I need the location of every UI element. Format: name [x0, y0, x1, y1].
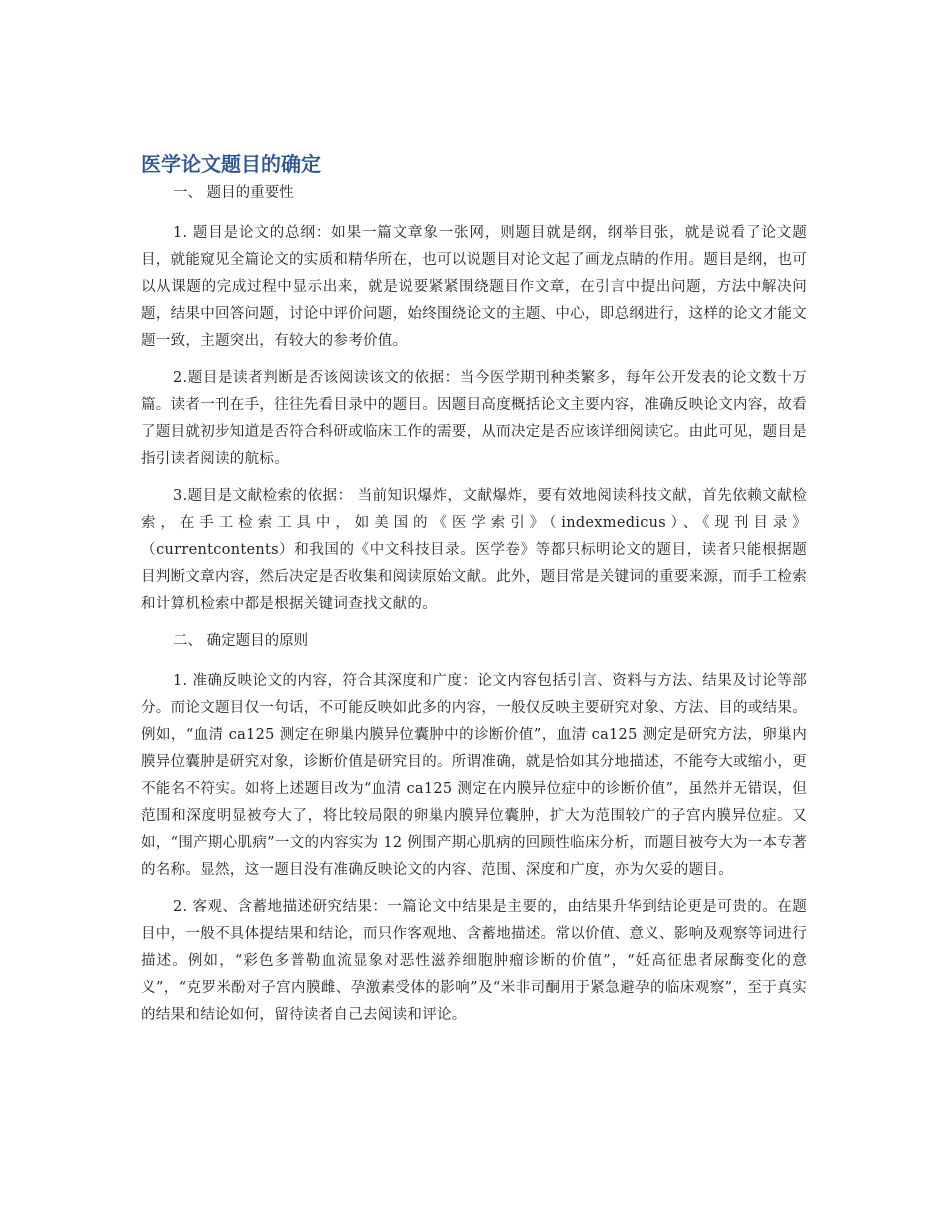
section-importance — [141, 180, 807, 618]
paragraph: 2.题目是读者判断是否该阅读该文的依据：当今医学期刊种类繁多，每年公开发表的论文数十万篇。读者一刊在手，往往先看目录中的题目。因题目高度概括论文主要内容，准确反映论文内容，故看了题目就初步知道是否符合科研或临床工作的需要，从而决定是否应该详细阅读它。由此可见，题目是指引读者阅读的航标。 — [141, 370, 807, 467]
section-heading: 一、 题目的重要性 — [173, 185, 294, 201]
paragraph: 3.题目是文献检索的依据： 当前知识爆炸，文献爆炸，要有效地阅读科技文献，首先依赖文献检索，在手工检索工具中，如美国的《医学索引》（indexmedicus）、《现刊目录》 （currentcontents）和我国的《中文科技目录。医学卷》等都只标明论文的题目，读者只能根据题目判断文章内容，然后决定是否收集和阅读原始文献。此外，题目常是关键词的重要来源，而手工检索和计算机检索中都是根据关键词查找文献的。 — [141, 488, 807, 612]
document-title: 医学论文题目的确定 — [141, 152, 321, 176]
section-heading: 二、 确定题目的原则 — [173, 633, 309, 649]
paragraph: 1. 准确反映论文的内容，符合其深度和广度：论文内容包括引言、资料与方法、结果及讨论等部分。而论文题目仅一句话，不可能反映如此多的内容，一般仅反映主要研究对象、方法、目的或结果。例如，“血清 ca125 测定在卵巢内膜异位囊肿中的诊断价值”，血清 ca125 测定是研究方法，卵巢内膜异位囊肿是研究对象，诊断价值是研究目的。所谓准确，就是恰如其分地描述，不能夸大或缩小，更不能名不符实。如将上述题目改为“血清 ca125 测定在内膜异位症中的诊断价值”，虽然并无错误，但范围和深度明显被夸大了，将比较局限的卵巢内膜异位囊肿，扩大为范围较广的子宫内膜异位症。又如，“围产期心肌病”一文的内容实为 12 例围产期心肌病的回顾性临床分析，而题目被夸大为一本专著的名称。显然，这一题目没有准确反映论文的内容、范围、深度和广度，亦为欠妥的题目。 — [141, 673, 807, 878]
paragraph: 2. 客观、含蓄地描述研究结果：一篇论文中结果是主要的，由结果升华到结论更是可贵的。在题目中，一般不具体提结果和结论，而只作客观地、含蓄地描述。常以价值、意义、影响及观察等词进行描述。例如，“彩色多普勒血流显象对恶性滋养细胞肿瘤诊断的价值”，“妊高征患者尿酶变化的意义”，“克罗米酚对子宫内膜雌、孕激素受体的影响”及“米非司酮用于紧急避孕的临床观察”，至于真实的结果和结论如何，留待读者自己去阅读和评论。 — [141, 899, 807, 1023]
paragraph: 1. 题目是论文的总纲：如果一篇文章象一张网，则题目就是纲，纲举目张，就是说看了论文题目，就能窥见全篇论文的实质和精华所在，也可以说题目对论文起了画龙点睛的作用。题目是纲，也可以从课题的完成过程中显示出来，就是说要紧紧围绕题目作文章，在引言中提出问题，方法中解决问题，结果中回答问题，讨论中评价问题，始终围绕论文的主题、中心，即总纲进行，这样的论文才能文题一致，主题突出，有较大的参考价值。 — [141, 225, 807, 349]
document-page — [141, 150, 807, 1029]
section-principles — [141, 628, 807, 1029]
